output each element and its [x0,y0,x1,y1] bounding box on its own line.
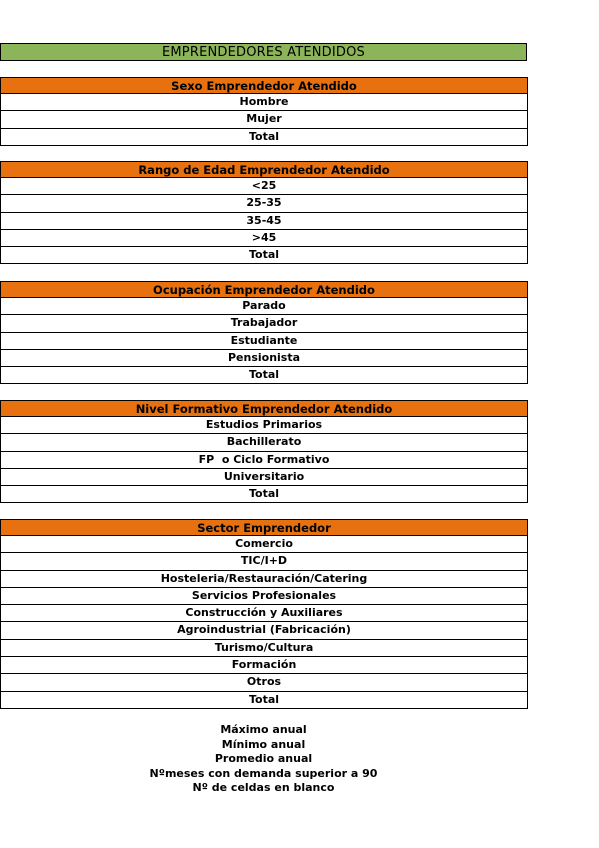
table-row: Estudios Primarios [0,417,528,434]
summary-line: Máximo anual [220,723,307,736]
summary-line: Nºmeses con demanda superior a 90 [149,766,378,780]
section-nivel-formativo [0,400,528,503]
table-row: Turismo/Cultura [0,640,528,657]
table-row: Total [0,486,528,503]
summary-line: Nº de celdas en blanco [192,781,335,794]
table-row: Hosteleria/Restauración/Catering [0,571,528,588]
table-row: Parado [0,298,528,315]
table-row: TIC/I+D [0,553,528,570]
table-row: Pensionista [0,350,528,367]
table-row: Hombre [0,94,528,111]
table-row: Estudiante [0,333,528,350]
table-row: 35-45 [0,213,528,230]
table-row: Total [0,692,528,709]
table-row: Trabajador [0,315,528,332]
table-row: 25-35 [0,195,528,212]
summary-block [0,723,527,796]
table-row: <25 [0,178,528,195]
section-header: Nivel Formativo Emprendedor Atendido [0,400,528,417]
table-row: FP o Ciclo Formativo [0,452,528,469]
section-header: Ocupación Emprendedor Atendido [0,281,528,298]
table-row: Universitario [0,469,528,486]
table-row: Construcción y Auxiliares [0,605,528,622]
table-row: Comercio [0,536,528,553]
page-title: EMPRENDEDORES ATENDIDOS [0,43,527,61]
section-header: Sector Emprendedor [0,519,528,536]
section-sector [0,519,528,709]
table-row: Formación [0,657,528,674]
section-ocupacion [0,281,528,384]
table-row: Total [0,247,528,264]
table-row: Mujer [0,111,528,128]
section-rango-edad [0,161,528,264]
table-row: >45 [0,230,528,247]
section-header: Sexo Emprendedor Atendido [0,77,528,94]
table-row: Otros [0,674,528,691]
table-row: Agroindustrial (Fabricación) [0,622,528,639]
table-row: Total [0,129,528,146]
table-row: Total [0,367,528,384]
section-header: Rango de Edad Emprendedor Atendido [0,161,528,178]
summary-line: Promedio anual [214,752,313,765]
table-row: Servicios Profesionales [0,588,528,605]
table-row: Bachillerato [0,434,528,451]
summary-line: Mínimo anual [221,737,306,751]
section-sexo [0,77,528,146]
